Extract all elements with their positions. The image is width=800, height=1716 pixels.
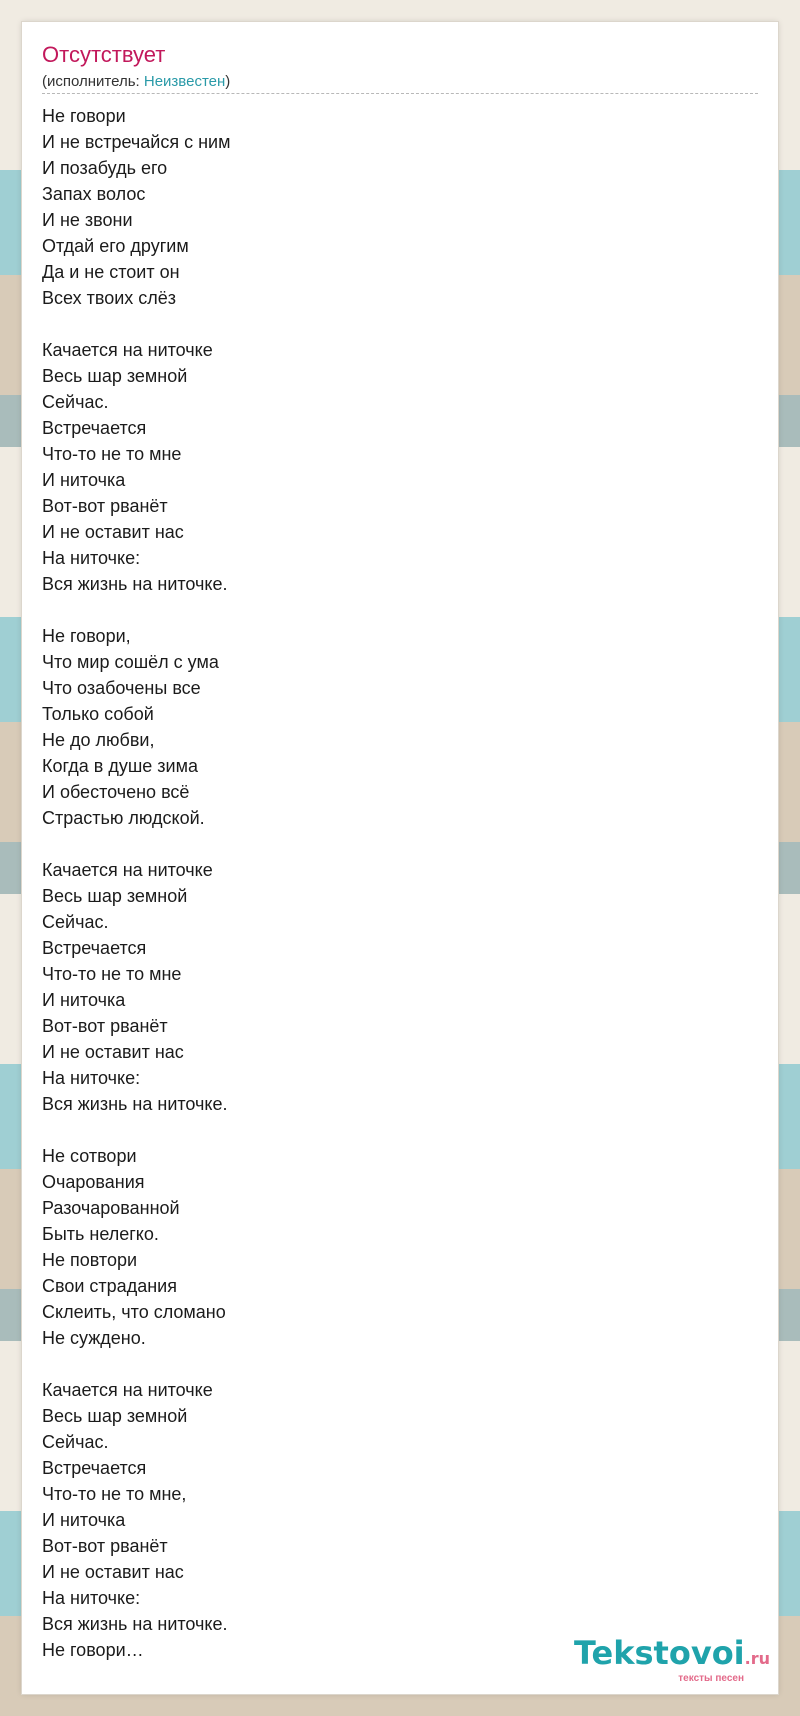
lyric-line: Встречается [42,1458,147,1478]
logo-subtitle: тексты песен [678,1673,744,1684]
stanza-gap [42,831,230,857]
lyric-line: Вот-вот рванёт [42,1536,168,1556]
stanza-gap [42,1351,230,1377]
lyric-line: Склеить, что сломано [42,1302,226,1322]
lyric-line: На ниточке: [42,1588,141,1608]
lyric-line: Сейчас. [42,1432,109,1452]
lyric-line: Что-то не то мне, [42,1484,187,1504]
lyric-line: Не сотвори [42,1146,137,1166]
lyrics-body [42,103,230,1663]
lyric-line: Качается на ниточке [42,340,213,360]
lyric-line: На ниточке: [42,1068,141,1088]
lyric-line: Что озабочены все [42,678,201,698]
lyric-line: Страстью людской. [42,808,205,828]
lyric-line: Не говори… [42,1640,144,1660]
lyric-line: Свои страдания [42,1276,177,1296]
lyric-line: Весь шар земной [42,1406,188,1426]
stanza-gap [42,311,230,337]
lyric-line: Что-то не то мне [42,444,182,464]
artist-line [42,73,758,94]
lyric-line: Отдай его другим [42,236,189,256]
artist-suffix: ) [225,73,231,90]
lyric-line: Только собой [42,704,154,724]
lyric-line: Вот-вот рванёт [42,1016,168,1036]
lyric-line: И не звони [42,210,133,230]
lyric-line: Что мир сошёл с ума [42,652,219,672]
stanza-gap [42,1117,230,1143]
lyric-line: Разочарованной [42,1198,180,1218]
lyric-line: Да и не стоит он [42,262,180,282]
lyric-line: Всех твоих слёз [42,288,177,308]
lyric-line: Не говори, [42,626,131,646]
lyric-line: И не оставит нас [42,1042,184,1062]
lyric-line: И ниточка [42,470,126,490]
lyric-line: Вот-вот рванёт [42,496,168,516]
lyric-line: Встречается [42,938,147,958]
lyric-line: Качается на ниточке [42,1380,213,1400]
lyric-line: И позабудь его [42,158,168,178]
logo-wordmark [573,1634,770,1675]
lyric-line: Встречается [42,418,147,438]
lyric-line: Сейчас. [42,392,109,412]
lyric-line: Вся жизнь на ниточке. [42,574,228,594]
lyric-line: Не говори [42,106,126,126]
song-title: Отсутствует [42,42,166,67]
lyric-line: Вся жизнь на ниточке. [42,1094,228,1114]
lyric-line: И ниточка [42,1510,126,1530]
lyric-line: Вся жизнь на ниточке. [42,1614,228,1634]
lyric-line: Весь шар земной [42,366,188,386]
logo-main-text: Tekstovoi [573,1634,745,1672]
lyric-line: На ниточке: [42,548,141,568]
lyric-line: Запах волос [42,184,146,204]
artist-prefix: (исполнитель: [42,73,144,90]
lyric-line: И не оставит нас [42,1562,184,1582]
lyrics-card [22,22,778,1694]
lyric-line: Когда в душе зима [42,756,198,776]
lyric-line: Не до любви, [42,730,155,750]
logo-tld: .ru [744,1649,770,1668]
lyric-line: Весь шар земной [42,886,188,906]
lyric-line: Качается на ниточке [42,860,213,880]
lyric-line: Сейчас. [42,912,109,932]
site-logo[interactable] [573,1634,770,1684]
lyric-line: Что-то не то мне [42,964,182,984]
lyric-line: Не повтори [42,1250,138,1270]
lyric-line: И не оставит нас [42,522,184,542]
lyric-line: И ниточка [42,990,126,1010]
stanza-gap [42,597,230,623]
lyric-line: Не суждено. [42,1328,146,1348]
artist-link[interactable]: Неизвестен [143,73,226,90]
lyric-line: Очарования [42,1172,145,1192]
lyric-line: Быть нелегко. [42,1224,159,1244]
lyric-line: И не встречайся с ним [42,132,231,152]
lyric-line: И обесточено всё [42,782,190,802]
